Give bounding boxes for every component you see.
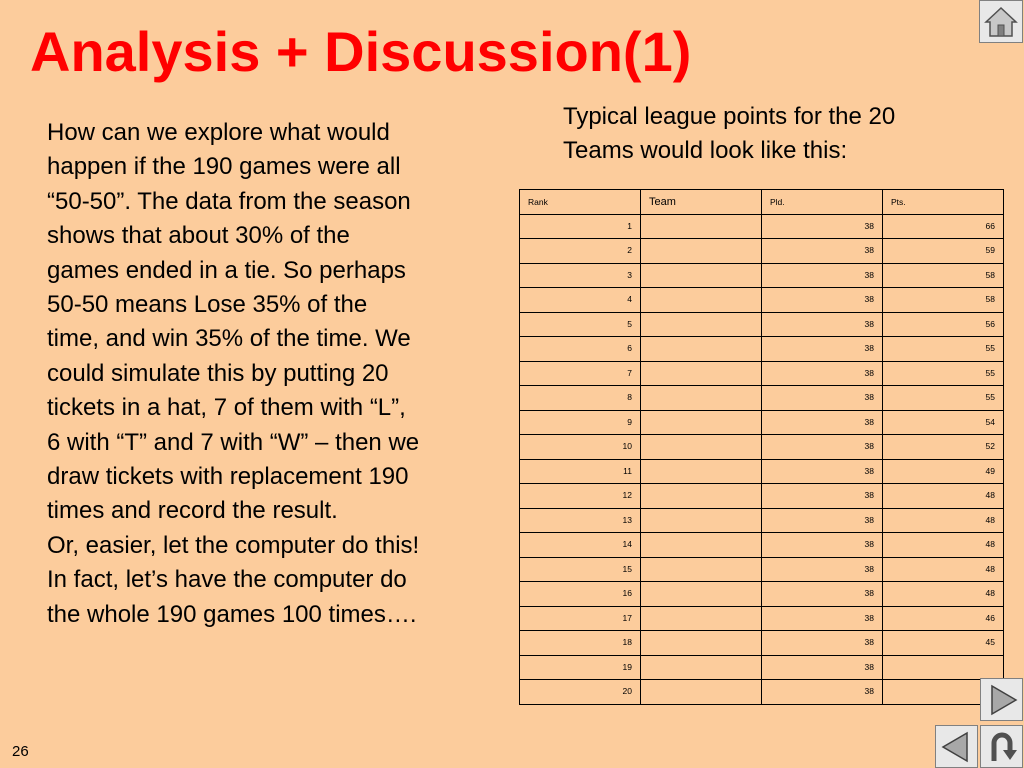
rank-cell: 20 — [520, 680, 641, 705]
points-cell: 45 — [883, 631, 1004, 656]
next-arrow-icon — [985, 683, 1019, 717]
league-table — [519, 189, 1004, 705]
played-cell: 38 — [762, 557, 883, 582]
played-cell: 38 — [762, 288, 883, 313]
caption-line: Teams would look like this: — [563, 137, 848, 164]
body-line: games ended in a tie. So perhaps — [47, 256, 406, 284]
team-cell — [641, 484, 762, 509]
table-row — [520, 214, 1004, 239]
points-cell: 48 — [883, 582, 1004, 607]
body-line: 6 with “T” and 7 with “W” – then we — [47, 428, 420, 456]
team-cell — [641, 239, 762, 264]
prev-arrow-icon — [940, 730, 974, 764]
rank-cell: 7 — [520, 361, 641, 386]
table-row — [520, 239, 1004, 264]
team-cell — [641, 312, 762, 337]
points-cell: 56 — [883, 312, 1004, 337]
table-row — [520, 288, 1004, 313]
body-line: tickets in a hat, 7 of them with “L”, — [47, 394, 406, 422]
rank-cell: 11 — [520, 459, 641, 484]
played-cell: 38 — [762, 361, 883, 386]
played-cell: 38 — [762, 435, 883, 460]
points-cell: 58 — [883, 288, 1004, 313]
points-cell: 48 — [883, 508, 1004, 533]
table-row — [520, 435, 1004, 460]
rank-cell: 1 — [520, 214, 641, 239]
rank-cell: 4 — [520, 288, 641, 313]
body-line: draw tickets with replacement 190 — [47, 463, 409, 491]
body-line: 50-50 means Lose 35% of the — [47, 291, 368, 319]
team-cell — [641, 606, 762, 631]
rank-cell: 8 — [520, 386, 641, 411]
points-cell: 58 — [883, 263, 1004, 288]
points-cell: 52 — [883, 435, 1004, 460]
rank-cell: 19 — [520, 655, 641, 680]
rank-cell: 2 — [520, 239, 641, 264]
team-cell — [641, 337, 762, 362]
body-line: could simulate this by putting 20 — [47, 359, 389, 387]
played-cell: 38 — [762, 312, 883, 337]
table-body — [520, 214, 1004, 704]
team-cell — [641, 533, 762, 558]
team-cell — [641, 263, 762, 288]
played-cell: 38 — [762, 410, 883, 435]
team-cell — [641, 288, 762, 313]
table-row — [520, 508, 1004, 533]
played-cell: 38 — [762, 459, 883, 484]
team-cell — [641, 655, 762, 680]
body-line: How can we explore what would — [47, 119, 390, 146]
team-cell — [641, 582, 762, 607]
team-cell — [641, 557, 762, 582]
played-cell: 38 — [762, 386, 883, 411]
body-line: shows that about 30% of the — [47, 222, 350, 250]
team-cell — [641, 435, 762, 460]
previous-slide-button[interactable] — [935, 725, 978, 768]
played-cell: 38 — [762, 582, 883, 607]
table-row — [520, 361, 1004, 386]
points-cell: 54 — [883, 410, 1004, 435]
body-line: times and record the result. — [47, 497, 338, 525]
points-cell: 49 — [883, 459, 1004, 484]
home-icon — [984, 5, 1018, 39]
body-line: happen if the 190 games were all — [47, 153, 401, 181]
rank-cell: 5 — [520, 312, 641, 337]
team-cell — [641, 680, 762, 705]
rank-cell: 12 — [520, 484, 641, 509]
team-cell — [641, 631, 762, 656]
table-header-row — [520, 190, 1004, 215]
team-cell — [641, 459, 762, 484]
table-row — [520, 631, 1004, 656]
played-cell: 38 — [762, 263, 883, 288]
points-cell: 48 — [883, 533, 1004, 558]
rank-cell: 16 — [520, 582, 641, 607]
body-line: the whole 190 games 100 times…. — [47, 600, 417, 628]
table-row — [520, 337, 1004, 362]
points-cell: 66 — [883, 214, 1004, 239]
played-cell: 38 — [762, 631, 883, 656]
rank-cell: 13 — [520, 508, 641, 533]
points-cell: 48 — [883, 484, 1004, 509]
rank-cell: 18 — [520, 631, 641, 656]
rank-cell: 10 — [520, 435, 641, 460]
table-caption — [563, 100, 983, 168]
team-cell — [641, 508, 762, 533]
rank-cell: 17 — [520, 606, 641, 631]
played-cell: 38 — [762, 508, 883, 533]
table-row — [520, 655, 1004, 680]
slide-title: Analysis + Discussion(1) — [30, 20, 692, 83]
next-slide-button[interactable] — [980, 678, 1023, 721]
header-team: Team — [641, 190, 762, 215]
table-row — [520, 606, 1004, 631]
played-cell: 38 — [762, 680, 883, 705]
played-cell: 38 — [762, 484, 883, 509]
home-button[interactable] — [979, 0, 1023, 43]
header-played: Pld. — [762, 190, 883, 215]
played-cell: 38 — [762, 606, 883, 631]
team-cell — [641, 361, 762, 386]
team-cell — [641, 386, 762, 411]
team-cell — [641, 214, 762, 239]
rank-cell: 14 — [520, 533, 641, 558]
played-cell: 38 — [762, 337, 883, 362]
header-points: Pts. — [883, 190, 1004, 215]
table-row — [520, 410, 1004, 435]
points-cell: 59 — [883, 239, 1004, 264]
table-row — [520, 386, 1004, 411]
header-rank: Rank — [520, 190, 641, 215]
played-cell: 38 — [762, 533, 883, 558]
points-cell: 46 — [883, 606, 1004, 631]
caption-line: Typical league points for the 20 — [563, 103, 896, 130]
slide-number: 26 — [12, 743, 29, 760]
rank-cell: 9 — [520, 410, 641, 435]
played-cell: 38 — [762, 655, 883, 680]
rank-cell: 3 — [520, 263, 641, 288]
points-cell: 55 — [883, 386, 1004, 411]
table-row — [520, 533, 1004, 558]
body-line: time, and win 35% of the time. We — [47, 325, 411, 353]
table-row — [520, 459, 1004, 484]
table-row — [520, 263, 1004, 288]
played-cell: 38 — [762, 214, 883, 239]
played-cell: 38 — [762, 239, 883, 264]
points-cell: 55 — [883, 361, 1004, 386]
body-line: In fact, let’s have the computer do — [47, 566, 407, 594]
points-cell: 55 — [883, 337, 1004, 362]
body-text — [47, 116, 507, 632]
rank-cell: 6 — [520, 337, 641, 362]
body-line: Or, easier, let the computer do this! — [47, 531, 420, 559]
points-cell: 48 — [883, 557, 1004, 582]
body-line: “50-50”. The data from the season — [47, 187, 411, 215]
rank-cell: 15 — [520, 557, 641, 582]
table-row — [520, 312, 1004, 337]
team-cell — [641, 410, 762, 435]
table-row — [520, 582, 1004, 607]
return-button[interactable] — [980, 725, 1023, 768]
points-cell — [883, 655, 1004, 680]
table-row — [520, 484, 1004, 509]
table-row — [520, 557, 1004, 582]
table-row — [520, 680, 1004, 705]
return-icon — [985, 730, 1019, 764]
